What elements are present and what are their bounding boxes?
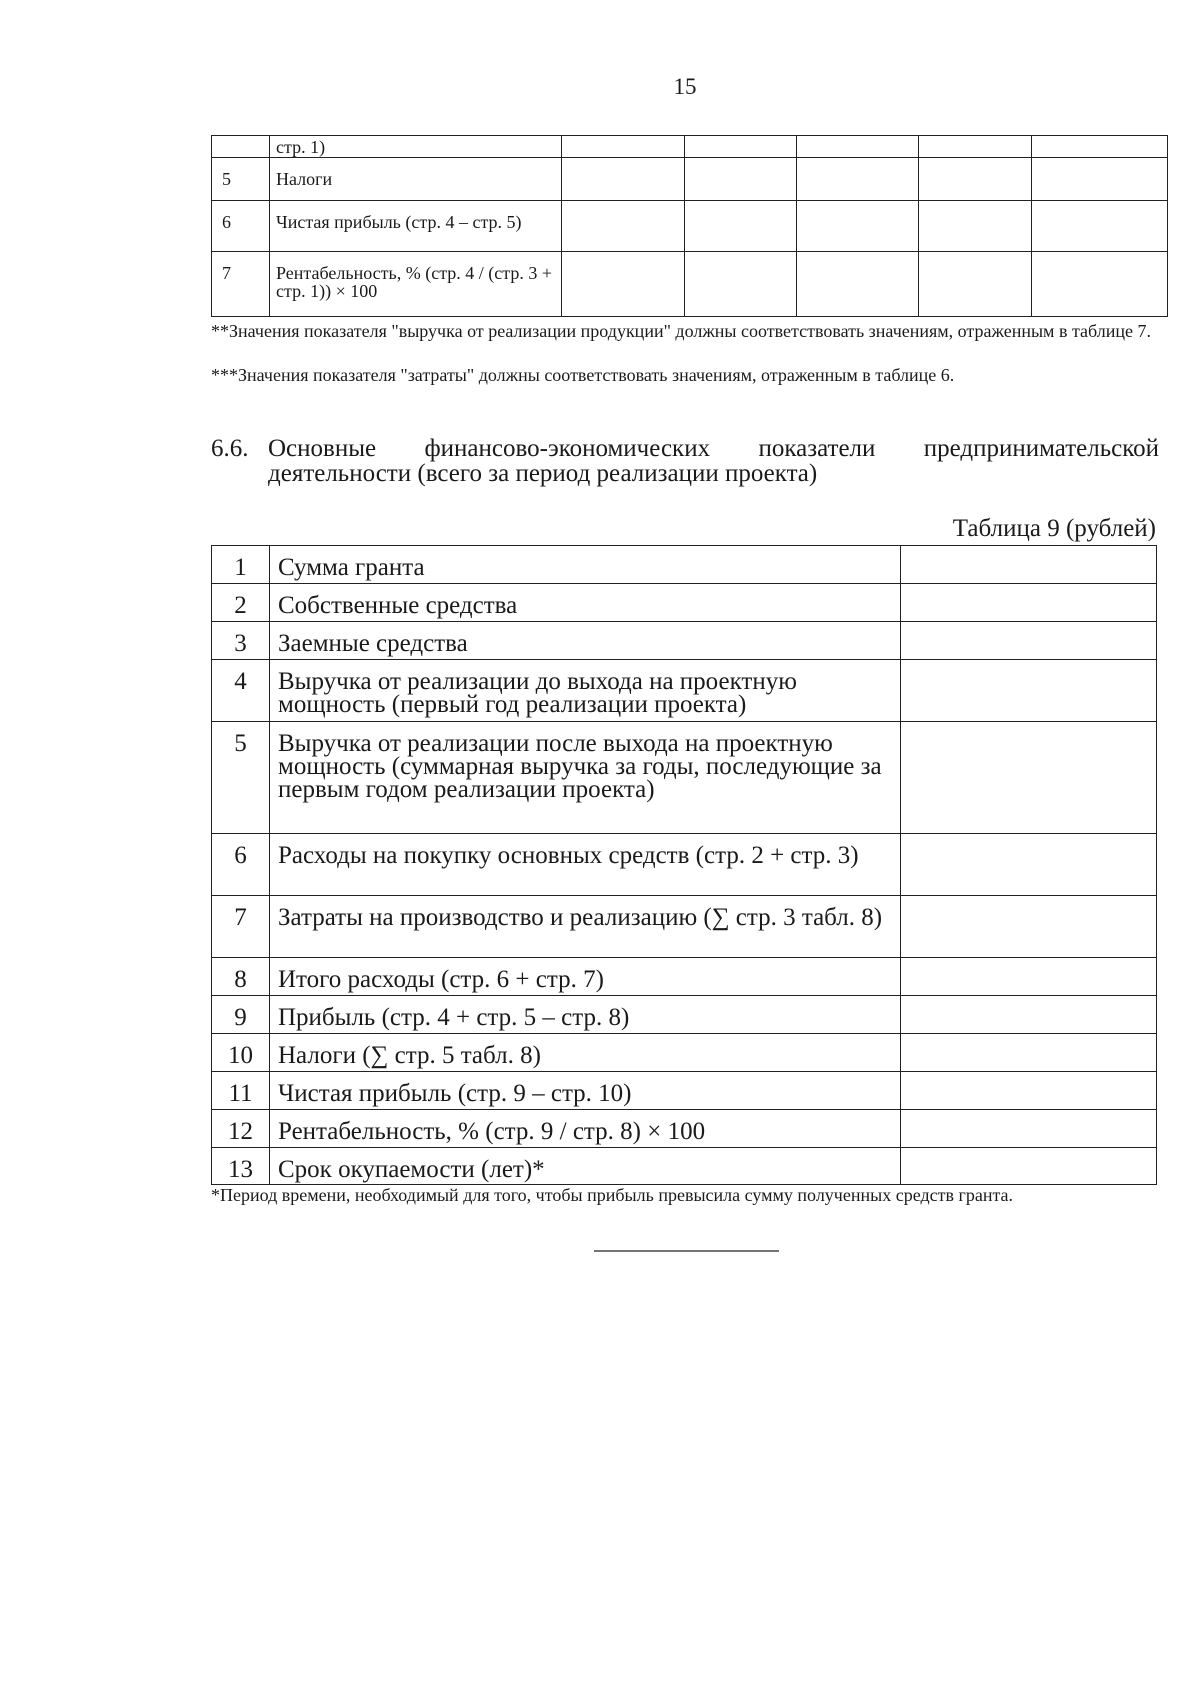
row-label: Затраты на производство и реализацию (∑ стр. 3 табл. 8): [270, 896, 901, 958]
row-label: Чистая прибыль (стр. 9 – стр. 10): [270, 1072, 901, 1110]
section-number: 6.6.: [211, 435, 249, 462]
row-number: 7: [212, 252, 270, 317]
row-number: 10: [212, 1034, 270, 1072]
row-number: 6: [212, 834, 270, 896]
row-label: Итого расходы (стр. 6 + стр. 7): [270, 958, 901, 996]
table-caption: Таблица 9 (рублей): [952, 515, 1156, 542]
row-number: 5: [212, 158, 270, 201]
page-number: 15: [673, 74, 697, 99]
row-number: 5: [212, 722, 270, 834]
row-label: Расходы на покупку основных средств (стр. 2 + стр. 3): [270, 834, 901, 896]
row-label: Рентабельность, % (стр. 9 / стр. 8) × 100: [270, 1110, 901, 1148]
row-number: 4: [212, 660, 270, 722]
row-label: Налоги: [270, 158, 562, 201]
grant-payback-footnote: *Период времени, необходимый для того, чтобы прибыль превысила сумму полученных средств гранта.: [211, 1185, 1014, 1205]
row-label: Рентабельность, % (стр. 4 / (стр. 3 + стр. 1)) × 100: [270, 252, 562, 317]
row-number: 13: [212, 1148, 270, 1185]
section-title: Основные финансово-экономических показатели предпринимательской деятельности (всего за период реализации проекта): [268, 435, 1159, 487]
row-label: Выручка от реализации до выхода на проектную мощность (первый год реализации проекта): [270, 660, 901, 722]
row-label: Прибыль (стр. 4 + стр. 5 – стр. 8): [270, 996, 901, 1034]
row-number: 9: [212, 996, 270, 1034]
row-number: 8: [212, 958, 270, 996]
row-label: Собственные средства: [270, 584, 901, 622]
revenue-footnote: **Значения показателя "выручка от реализации продукции" должны соответствовать значениям, отраженным в таблице 7.: [211, 321, 1151, 341]
row-number: 2: [212, 584, 270, 622]
row-label: Сумма гранта: [270, 546, 901, 584]
row-label: Выручка от реализации после выхода на проектную мощность (суммарная выручка за годы, последующие за первым годом реализации проекта): [270, 722, 901, 834]
row-number: 11: [212, 1072, 270, 1110]
row-number: 3: [212, 622, 270, 660]
row-label: Налоги (∑ стр. 5 табл. 8): [270, 1034, 901, 1072]
row-number: 12: [212, 1110, 270, 1148]
row-label: стр. 1): [270, 136, 562, 158]
row-label: Заемные средства: [270, 622, 901, 660]
row-label: Срок окупаемости (лет)*: [270, 1148, 901, 1185]
row-number: 6: [212, 201, 270, 252]
row-number: 1: [212, 546, 270, 584]
row-number: 7: [212, 896, 270, 958]
row-label: Чистая прибыль (стр. 4 – стр. 5): [270, 201, 562, 252]
costs-footnote: ***Значения показателя "затраты" должны соответствовать значениям, отраженным в таблице 6.: [211, 365, 955, 385]
